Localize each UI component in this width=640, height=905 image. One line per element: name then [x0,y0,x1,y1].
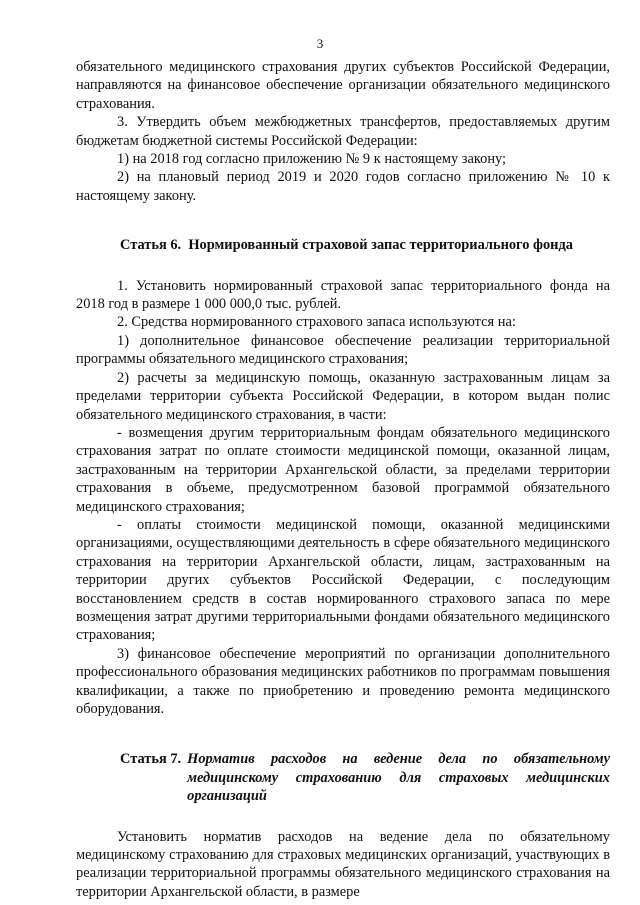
paragraph: 2) на плановый период 2019 и 2020 годов согласно приложению № 10 к настоящему закону. [76,169,610,204]
paragraph: 2) расчеты за медицинскую помощь, оказанную застрахованным лицам за пределами территории субъекта Российской Федерации, в котором выдан полис обязательного медицинского страхования, в части: [76,369,610,423]
article-7-number: Статья 7. [120,751,182,768]
paragraph: обязательного медицинского страхования других субъектов Российской Федерации, направляются на финансовое обеспечение организации обязательного медицинского страхования. [76,59,610,112]
article-7-heading [76,750,610,805]
paragraph: 1) на 2018 год согласно приложению № 9 к настоящему закону; [117,151,507,168]
list-item: - возмещения другим территориальным фондам обязательного медицинского страхования затрат по оплате стоимости медицинской помощи, оказанной лицам, застрахованным на территории Архангельской области, за пределами территории страхования в объеме, предусмотренном базовой программой обязательного медицинского страхования; [76,424,610,515]
paragraph: Установить норматив расходов на ведение дела по обязательному медицинскому страхованию для страховых медицинских организаций, участвующих в реализации территориальной программы обязательного медицинского страхования на территории Архангельской области, в размере [76,828,610,900]
paragraph: 3) финансовое обеспечение мероприятий по организации дополнительного профессионального образования медицинских работников по программам повышения квалификации, а также по приобретению и проведению ремонта медицинского оборудования. [76,645,610,717]
paragraph: 1. Установить нормированный страховой запас территориального фонда на 2018 год в размере 1 000 000,0 тыс. рублей. [76,277,610,313]
paragraph: 2. Средства нормированного страхового запаса используются на: [117,314,516,331]
list-item: - оплаты стоимости медицинской помощи, оказанной медицинскими организациями, осуществляющими деятельность в сфере обязательного медицинского страхования на территории Архангельской области, лицам, застрахованным на территории других субъектов Российской Федерации, с последующим восстановлением средств в состав нормированного страхового запаса по мере возмещения затрат другими территориальными фондами обязательного медицинского страхования; [76,516,610,644]
document-body [76,58,610,901]
paragraph: 3. Утвердить объем межбюджетных трансфертов, предоставляемых другим бюджетам бюджетной системы Российской Федерации: [76,114,610,149]
article-6-number: Статья 6. [120,237,189,254]
paragraph: 1) дополнительное финансовое обеспечение реализации территориальной программы обязательного медицинского страхования; [76,332,610,368]
article-6-title: Нормированный страховой запас территориального фонда [188,237,573,254]
article-6-heading [76,236,610,254]
page-number: 3 [316,36,324,51]
article-7-title: Норматив расходов на ведение дела по обязательному медицинскому страхованию для страховых медицинских организаций [187,751,610,805]
